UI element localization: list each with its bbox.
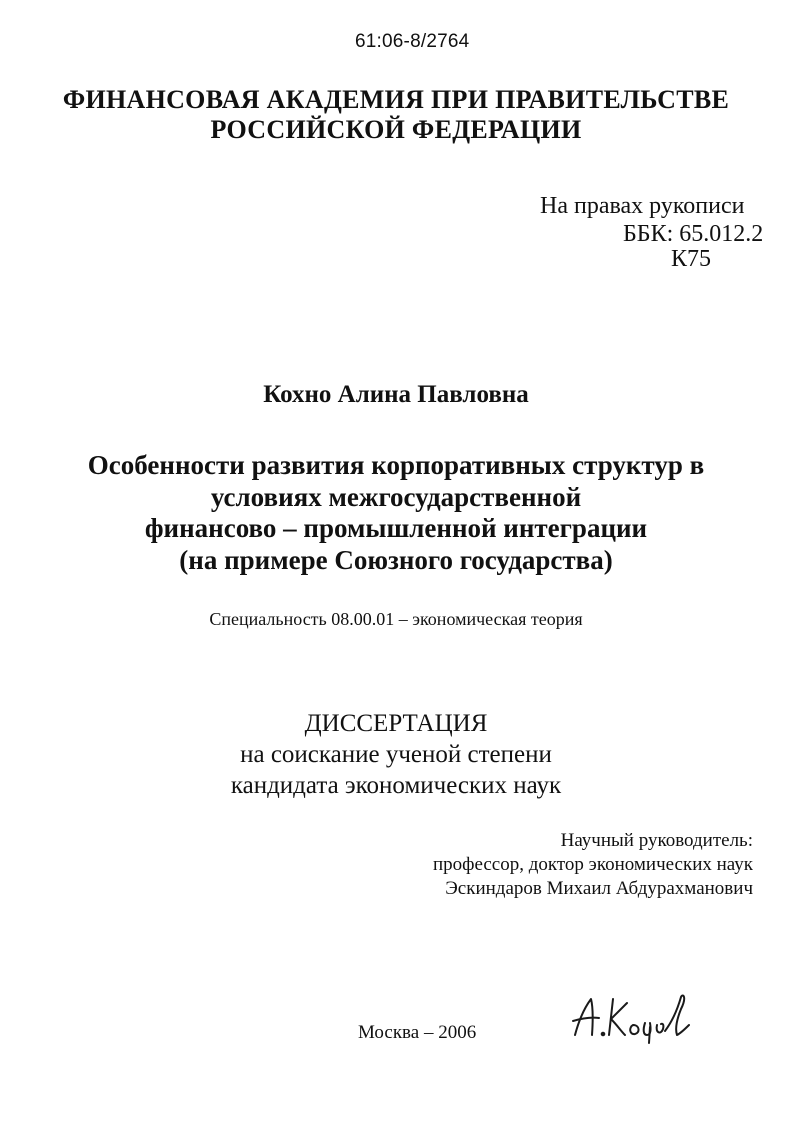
title-line-1: Особенности развития корпоративных структур в [87,450,705,480]
rights-note: На правах рукописи [540,193,745,219]
title-line-4: (на примере Союзного государства) [179,544,613,575]
document-code: 61:06-8/2764 [355,31,470,52]
degree-line-2: на соискание ученой степени [240,741,552,768]
institution-name [0,85,792,145]
author-name: Кохно Алина Павловна [263,381,529,408]
title-line-3: финансово – промышленной интеграции [144,513,648,543]
institution-line-2: РОССИЙСКОЙ ФЕДЕРАЦИИ [210,115,582,144]
supervisor-block [0,829,753,901]
institution-line-1: ФИНАНСОВАЯ АКАДЕМИЯ ПРИ ПРАВИТЕЛЬСТВЕ [62,85,730,114]
supervisor-label: Научный руководитель: [560,830,753,851]
degree-heading: ДИССЕРТАЦИЯ [304,710,488,737]
degree-block [0,708,792,801]
supervisor-title: профессор, доктор экономических наук [432,854,753,875]
author-index: К75 [671,246,712,272]
dissertation-title [0,450,792,576]
specialty: Специальность 08.00.01 – экономическая теория [209,609,583,629]
handwritten-signature [565,985,695,1045]
bbk-code: ББК: 65.012.2 [623,221,764,247]
degree-line-3: кандидата экономических наук [230,772,562,799]
title-line-2: условиях межгосударственной [210,481,582,512]
supervisor-name: Эскиндаров Михаил Абдурахманович [445,878,753,899]
city-year: Москва – 2006 [358,1022,477,1043]
